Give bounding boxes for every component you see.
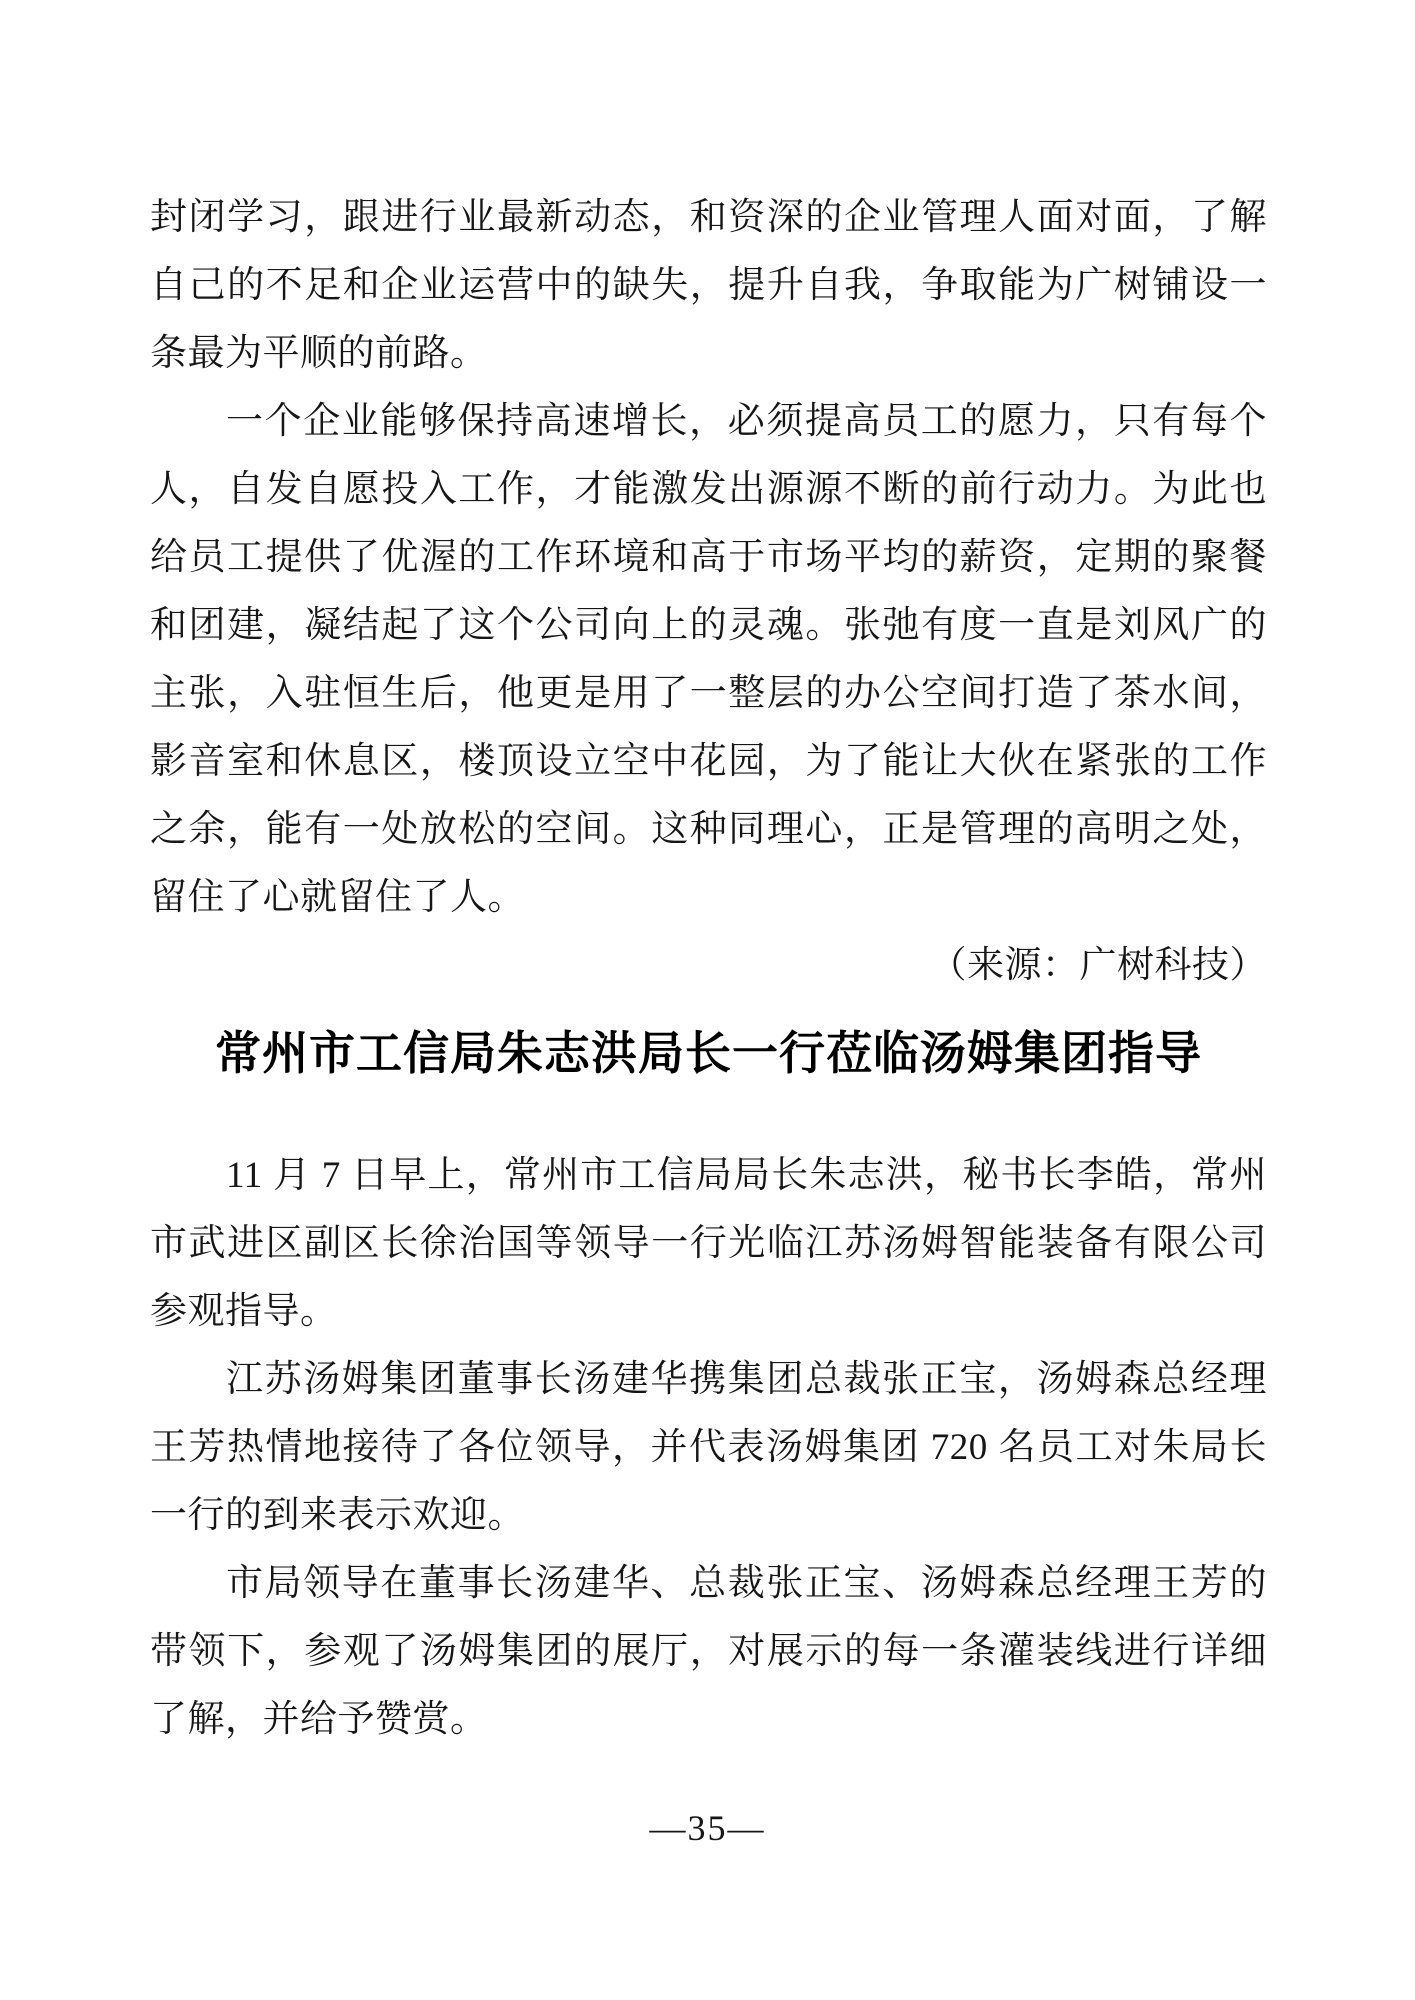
page-number: —35— [649,1808,766,1848]
paragraph: 一个企业能够保持高速增长，必须提高员工的愿力，只有每个人，自发自愿投入工作，才能激发出源源不断的前行动力。为此也给员工提供了优渥的工作环境和高于市场平均的薪资，定期的聚餐和团建，凝结起了这个公司向上的灵魂。张弛有度一直是刘风广的主张，入驻恒生后，他更是用了一整层的办公空间打造了茶水间，影音室和休息区，楼顶设立空中花园，为了能让大伙在紧张的工作之余，能有一处放松的空间。这种同理心，正是管理的高明之处，留住了心就留住了人。 [150,401,1267,918]
article-tom-section [150,1018,1267,1754]
paragraph-continued: 封闭学习，跟进行业最新动态，和资深的企业管理人面对面，了解自己的不足和企业运营中的缺失，提升自我，争取能为广树铺设一条最为平顺的前路。 [150,197,1267,374]
source-attribution: （来源：广树科技） [929,945,1267,986]
paragraph: 11 月 7 日早上，常州市工信局局长朱志洪，秘书长李皓，常州市武进区副区长徐治国等领导一行光临江苏汤姆智能装备有限公司参观指导。 [150,1155,1267,1332]
article-guangshu-section [150,184,1267,1000]
article-title: 常州市工信局朱志洪局长一行莅临汤姆集团指导 [215,1028,1202,1079]
paragraph: 江苏汤姆集团董事长汤建华携集团总裁张正宝，汤姆森总经理王芳热情地接待了各位领导，并代表汤姆集团 720 名员工对朱局长一行的到来表示欢迎。 [150,1359,1267,1536]
paragraph: 市局领导在董事长汤建华、总裁张正宝、汤姆森总经理王芳的带领下，参观了汤姆集团的展厅，对展示的每一条灌装线进行详细了解，并给予赞赏。 [150,1563,1267,1740]
